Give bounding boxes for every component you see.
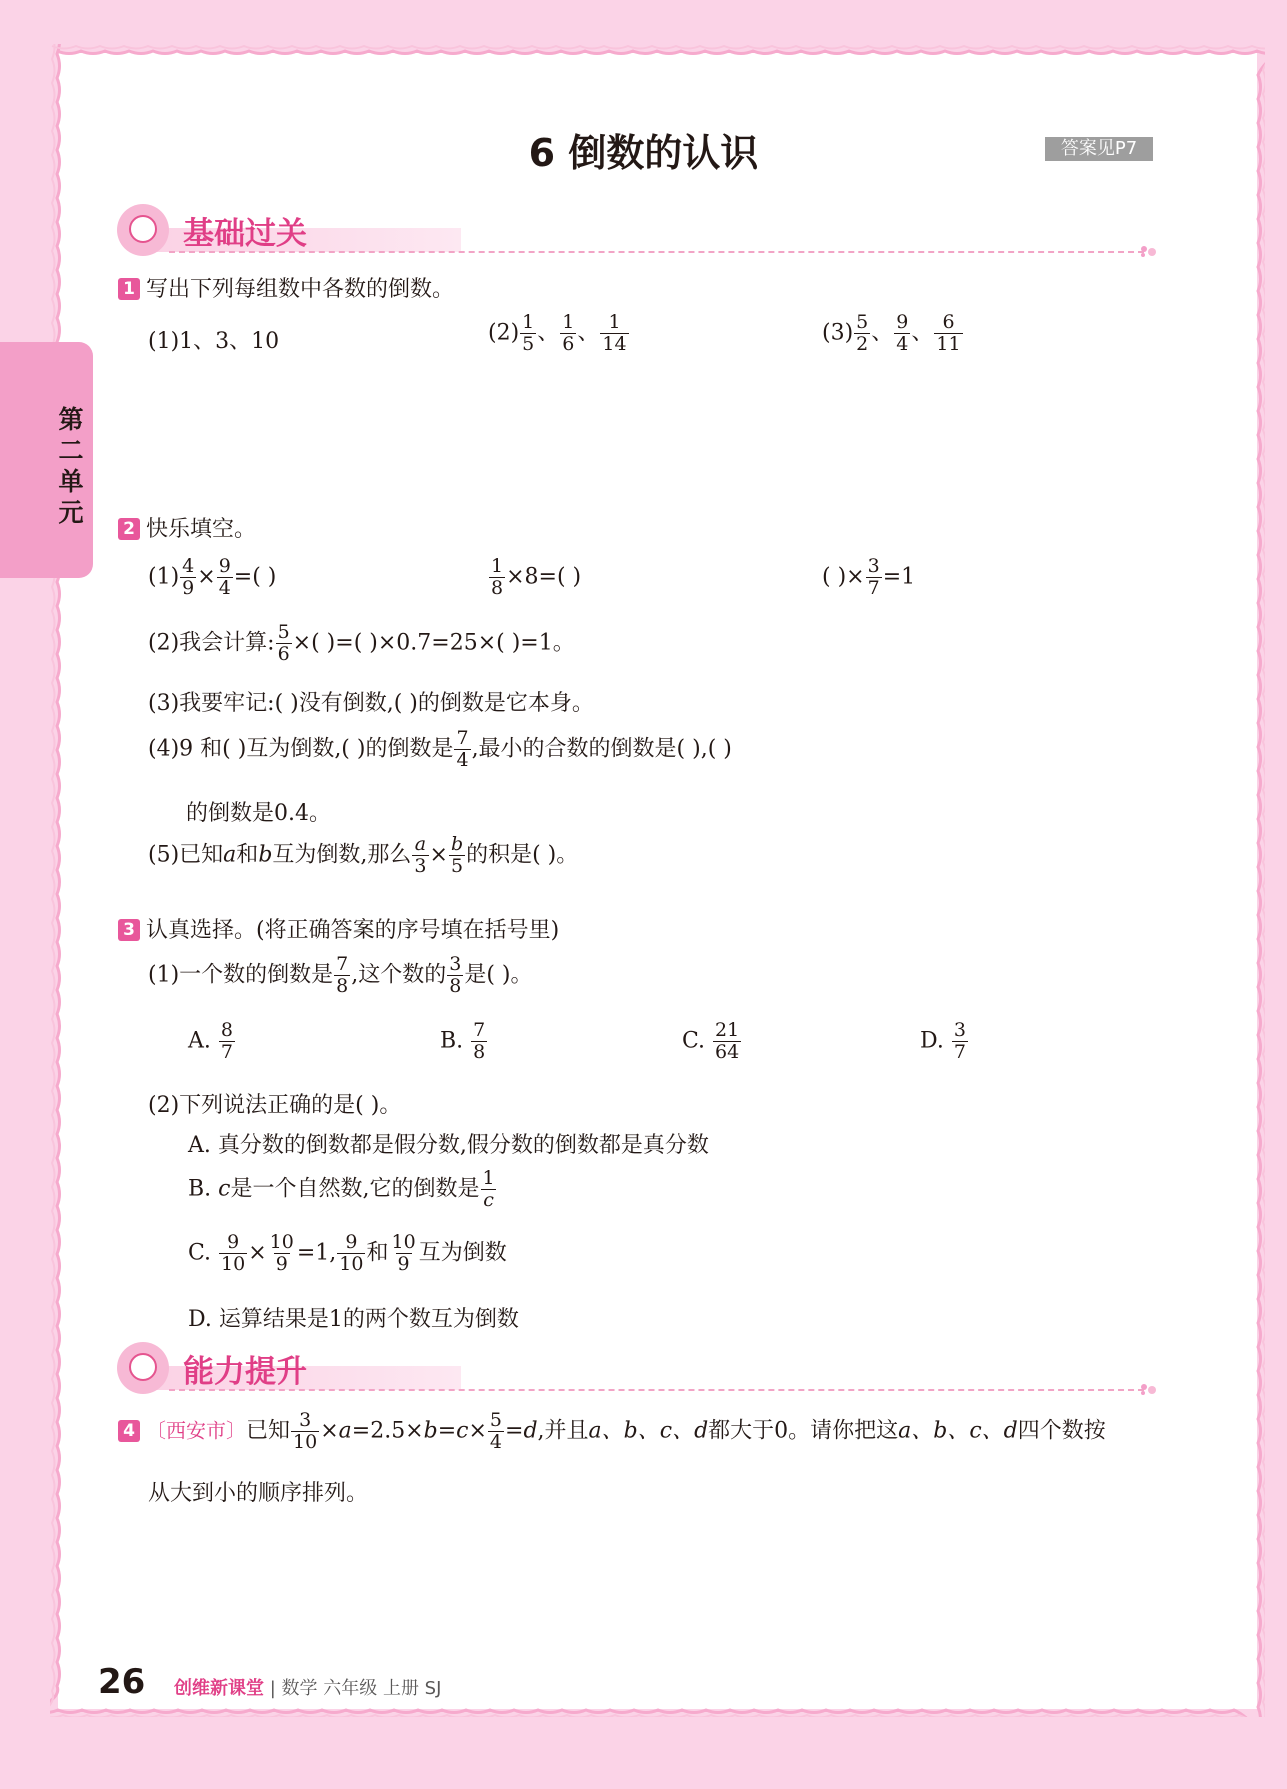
q2-line-1a: (1) $\frac{4}{9}$ × $\frac{9}{4}$ =( ) xyxy=(148,555,277,599)
section-title: 能力提升 xyxy=(183,1354,307,1390)
question-3-heading xyxy=(118,913,559,944)
question-number: 3 xyxy=(118,919,140,941)
section-divider xyxy=(169,1389,1144,1391)
q3-sub-1: (1)一个数的倒数是 $\frac{7}{8}$ ,这个数的 $\frac{3}{8}$ 是( )。 xyxy=(148,953,533,997)
question-4: 4 〔西安市〕已知 $\frac{3}{10}$ ×a=2.5×b=c× $\frac{5}{4}$ =d,并且a、b、c、d都大于0。请你把这a、b、c、d四个数按 xyxy=(118,1410,1106,1453)
footer: 创维新课堂 | 数学 六年级 上册 SJ xyxy=(174,1678,442,1699)
question-number: 4 xyxy=(118,1420,140,1442)
section-advanced xyxy=(117,1342,1162,1398)
unit-side-tab xyxy=(0,342,93,578)
page-number: 26 xyxy=(98,1662,146,1702)
source-tag: 〔西安市〕 xyxy=(146,1418,246,1443)
question-number: 2 xyxy=(118,518,140,540)
dots-icon xyxy=(1139,1382,1159,1396)
q2-line-4-cont: 的倒数是0.4。 xyxy=(186,801,331,826)
page-title: 6 倒数的认识 xyxy=(528,131,759,175)
question-4-cont: 从大到小的顺序排列。 xyxy=(148,1481,369,1506)
q1-part-2: (2) $\frac{1}{5}$ 、 $\frac{1}{6}$ 、 $\frac{1}{14}$ xyxy=(488,311,627,355)
fraction: $\frac{5}{2}$ xyxy=(856,311,869,355)
q2-line-3: (3)我要牢记:( )没有倒数,( )的倒数是它本身。 xyxy=(148,691,594,716)
dots-icon xyxy=(1139,244,1159,258)
mascot-icon xyxy=(117,1342,169,1394)
section-title: 基础过关 xyxy=(183,216,307,252)
footer-info: 数学 六年级 上册 SJ xyxy=(281,1678,442,1699)
q3-2-option-a: A. 真分数的倒数都是假分数,假分数的倒数都是真分数 xyxy=(188,1133,709,1158)
q2-line-1b: $\frac{1}{8}$ ×8=( ) xyxy=(491,555,582,599)
fraction: $\frac{6}{11}$ xyxy=(936,311,961,355)
q3-2-option-d: D. 运算结果是1的两个数互为倒数 xyxy=(188,1307,519,1332)
q2-line-1c: ( )× $\frac{3}{7}$ =1 xyxy=(822,555,916,599)
question-prompt: 快乐填空。 xyxy=(146,517,257,542)
question-note: (将正确答案的序号填在括号里) xyxy=(256,918,560,943)
fraction: $\frac{1}{6}$ xyxy=(562,311,575,355)
q2-line-2: (2)我会计算: $\frac{5}{6}$ ×( )=( )×0.7=25×( )=1。 xyxy=(148,621,575,665)
mascot-icon xyxy=(117,204,169,256)
q3-2-option-c: C. $\frac{9}{10}$ × $\frac{10}{9}$ =1, $\frac{9}{10}$ 和 $\frac{10}{9}$ 互为倒数 xyxy=(188,1231,507,1275)
q3-option-c: C. $\frac{21}{64}$ xyxy=(682,1019,740,1063)
answer-tag: 答案见P7 xyxy=(1045,137,1153,161)
unit-label: 第二单元 xyxy=(58,405,84,527)
question-prompt: 认真选择。 xyxy=(146,918,257,943)
section-divider xyxy=(169,251,1144,253)
fraction: $\frac{1}{5}$ xyxy=(522,311,535,355)
question-1-heading xyxy=(118,272,454,303)
footer-brand: 创维新课堂 xyxy=(174,1678,264,1699)
section-basic xyxy=(117,204,1162,260)
q1-part-1: (1)1、3、10 xyxy=(148,329,280,354)
q3-option-b: B. $\frac{7}{8}$ xyxy=(440,1019,486,1063)
q3-sub-2: (2)下列说法正确的是( )。 xyxy=(148,1093,402,1118)
question-number: 1 xyxy=(118,278,140,300)
fraction: $\frac{9}{4}$ xyxy=(896,311,909,355)
q2-line-4: (4)9 和( )互为倒数,( )的倒数是 $\frac{7}{4}$ ,最小的合数的倒数是( ),( ) xyxy=(148,727,732,771)
fraction: $\frac{1}{14}$ xyxy=(602,311,627,355)
question-2-heading xyxy=(118,512,256,543)
q2-line-5: (5)已知a和b互为倒数,那么 $\frac{a}{3}$ × $\frac{b}{5}$ 的积是( )。 xyxy=(148,833,579,877)
question-prompt: 写出下列每组数中各数的倒数。 xyxy=(146,277,455,302)
q1-part-3: (3) $\frac{5}{2}$ 、 $\frac{9}{4}$ 、 $\frac{6}{11}$ xyxy=(822,311,961,355)
q3-2-option-b: B. c是一个自然数,它的倒数是 $\frac{1}{c}$ xyxy=(188,1167,495,1211)
q3-option-a: A. $\frac{8}{7}$ xyxy=(188,1019,233,1063)
q3-option-d: D. $\frac{3}{7}$ xyxy=(920,1019,966,1063)
